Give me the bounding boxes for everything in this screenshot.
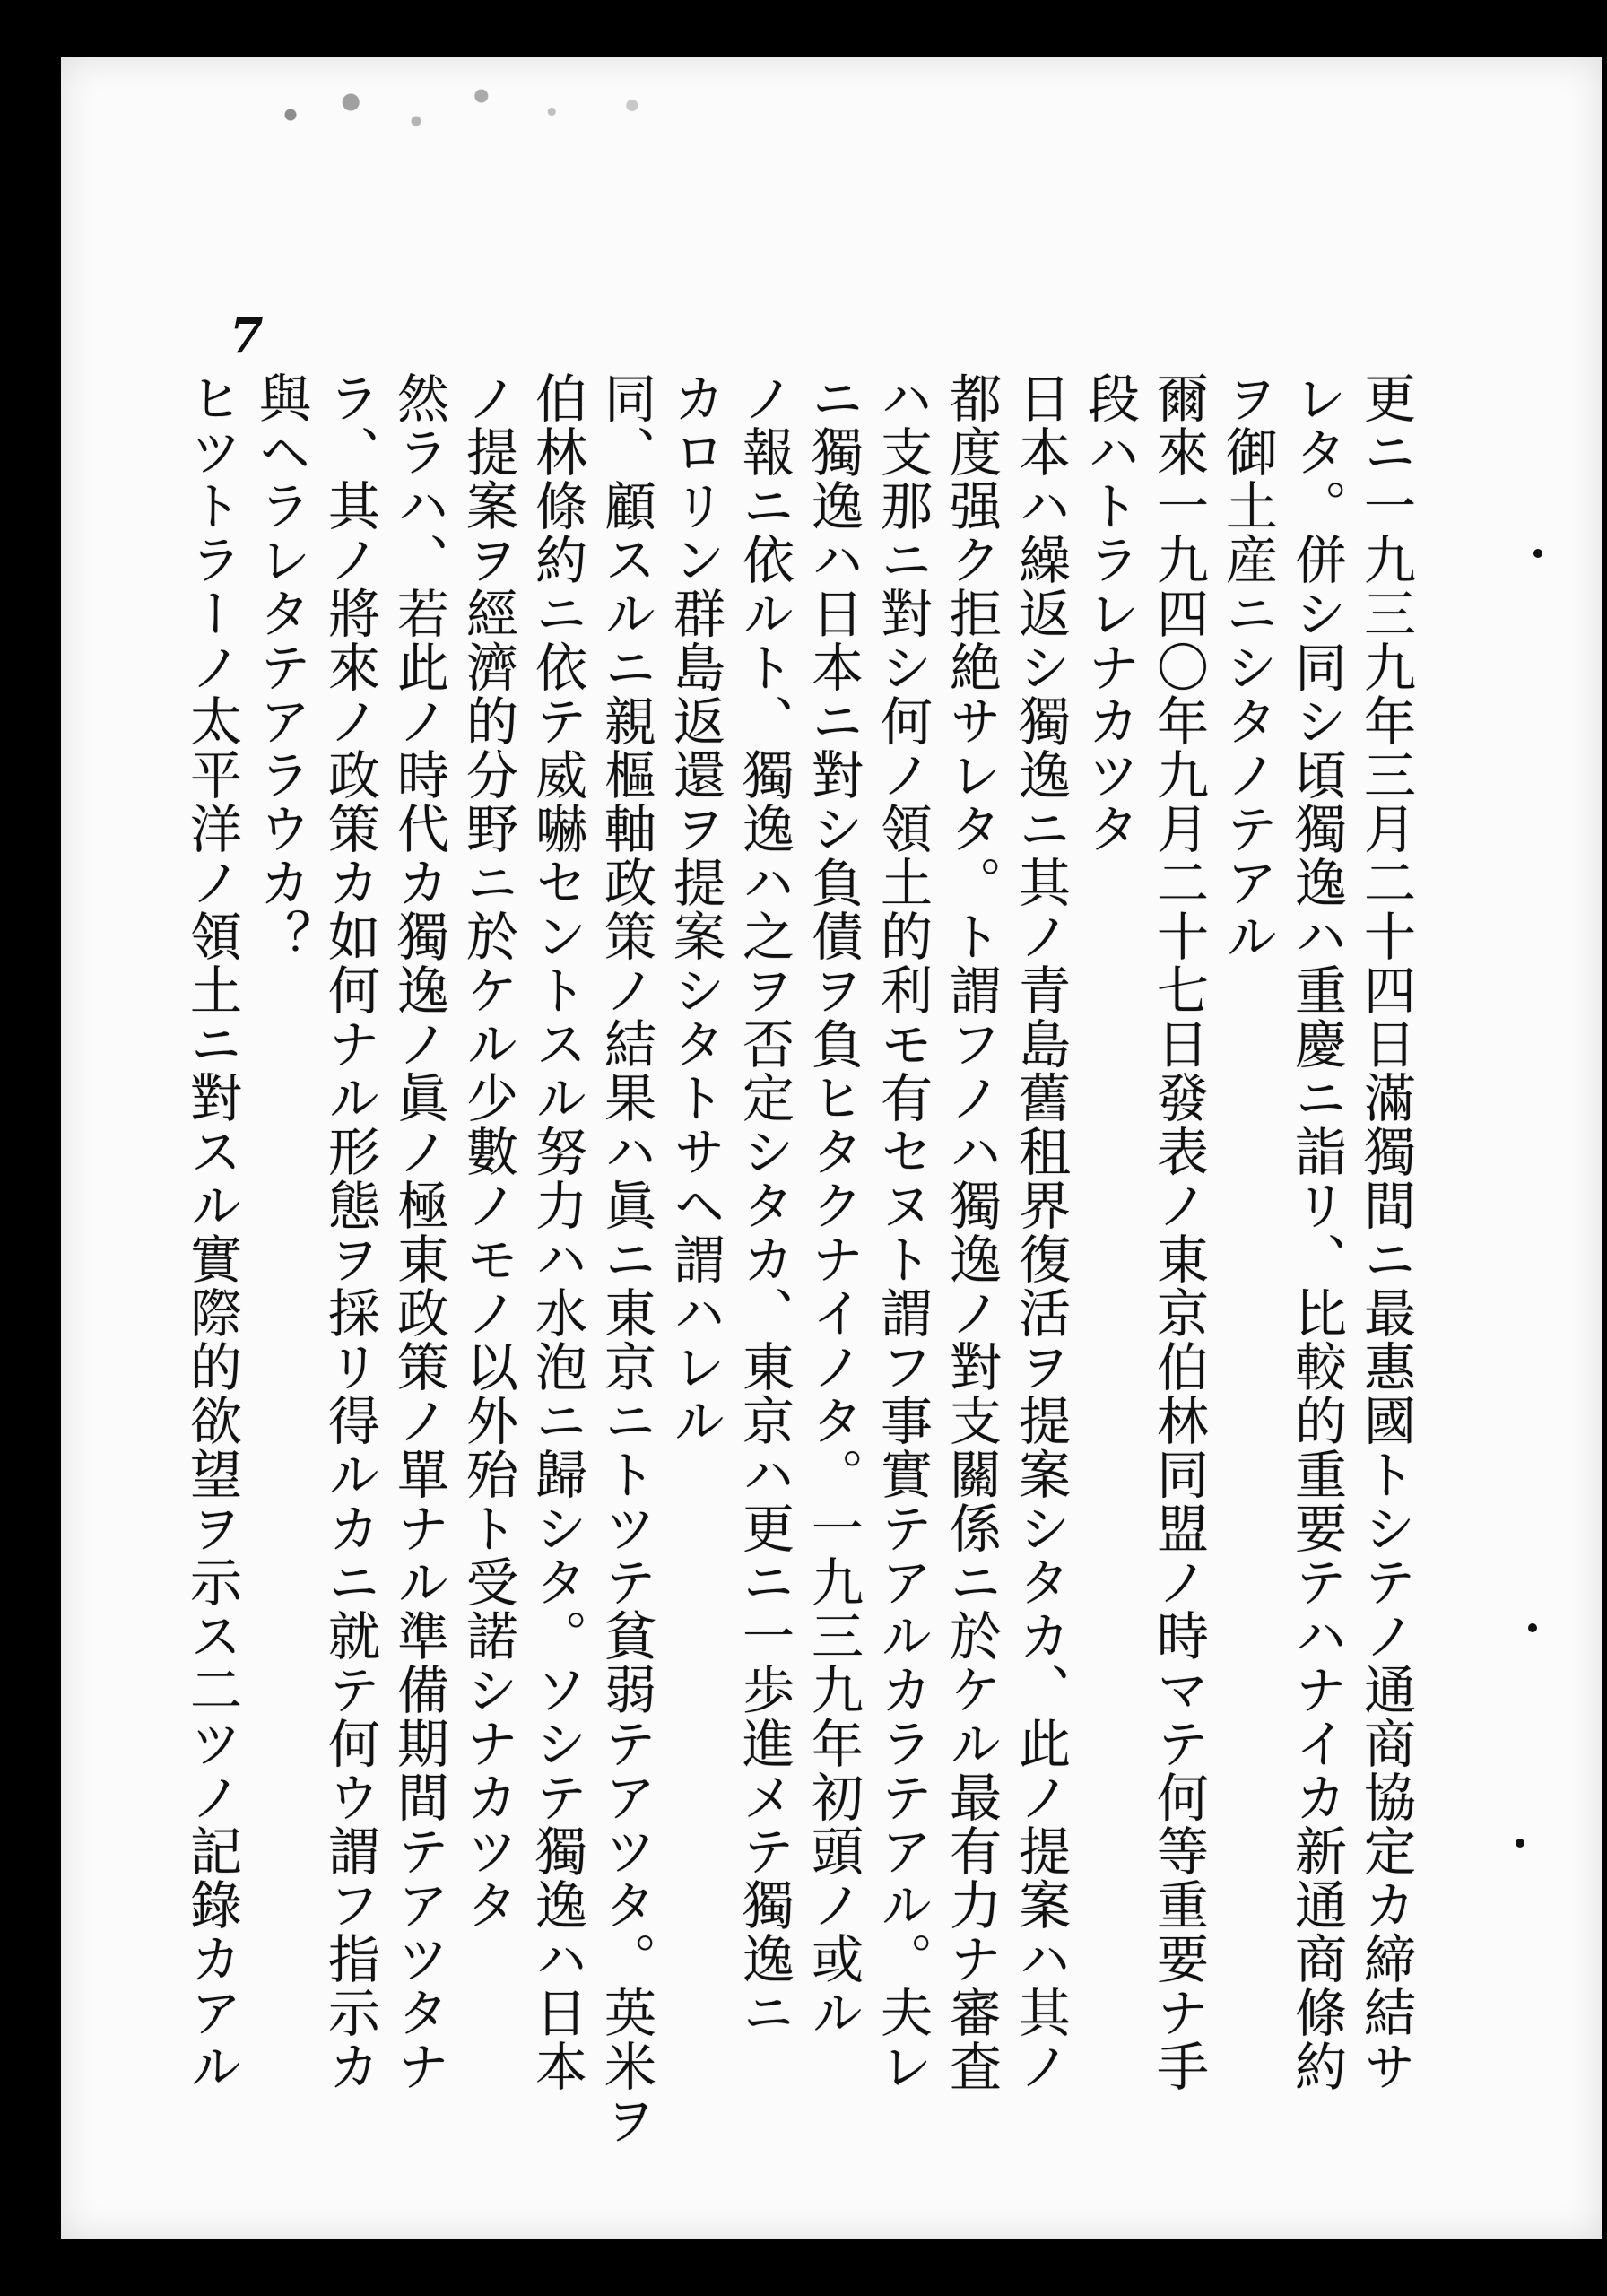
text-column: ヲ御土産ニシタノテアル — [1217, 371, 1278, 963]
text-column: ノ報ニ依ルト、獨逸ハ之ヲ否定シタカ、東京ハ更ニ一歩進メテ獨逸ニ — [734, 371, 795, 2039]
margin-mark — [1516, 1839, 1524, 1848]
text-column: ヒツトラーノ太平洋ノ領土ニ對スル實際的欲望ヲ示ス二ツノ記錄カアル — [181, 371, 242, 2093]
text-column: 段ハトラレナカツタ — [1079, 371, 1140, 856]
text-column: ノ提案ヲ經濟的分野ニ於ケル少數ノモノ以外殆ト受諾シナカツタ — [457, 371, 518, 1932]
text-column: 伯林條約ニ依テ威嚇セントスル努力ハ水泡ニ歸シタ。ソシテ獨逸ハ日本 — [526, 371, 587, 2093]
document-page — [61, 57, 1602, 2239]
text-column: ニ獨逸ハ日本ニ對シ負債ヲ負ヒタクナイノタ。一九三九年初頭ノ或ル — [803, 371, 864, 2039]
text-column: 更ニ一九三九年三月二十四日滿獨間ニ最惠國トシテノ通商協定カ締結サ — [1355, 371, 1416, 2093]
margin-mark — [1533, 549, 1542, 558]
text-column: 日本ハ繰返シ獨逸ニ其ノ青島舊租界復活ヲ提案シタカ、此ノ提案ハ其ノ — [1010, 371, 1071, 2093]
text-column: 同、顧スルニ親樞軸政策ノ結果ハ眞ニ東京ニトツテ貧弱テアツタ。英米ヲ — [595, 371, 656, 2147]
text-column: ハ支那ニ對シ何ノ領土的利モ有セヌト謂フ事實テアルカラテアル。夫レ — [872, 371, 933, 2093]
text-column: 都度强ク拒絶サレタ。ト謂フノハ獨逸ノ對支關係ニ於ケル最有力ナ審査 — [941, 371, 1002, 2093]
margin-mark — [1528, 1623, 1537, 1632]
page-edge-stain — [240, 77, 743, 140]
text-column: 然ラハ、若此ノ時代カ獨逸ノ眞ノ極東政策ノ單ナル準備期間テアツタナ — [388, 371, 449, 2093]
text-column: レタ。併シ同シ頃獨逸ハ重慶ニ詣リ、比較的重要テハナイカ新通商條約 — [1286, 371, 1347, 2093]
text-column: 與ヘラレタテアラウカ？ — [250, 371, 311, 963]
text-column: ラ、其ノ將來ノ政策カ如何ナル形態ヲ採リ得ルカニ就テ何ウ謂フ指示カ — [319, 371, 380, 2093]
text-column: 爾來一九四〇年九月二十七日發表ノ東京伯林同盟ノ時マテ何等重要ナ手 — [1148, 371, 1209, 2093]
page-number: 7 — [230, 307, 264, 364]
text-column: カロリン群島返還ヲ提案シタトサヘ謂ハレル — [665, 371, 725, 1448]
